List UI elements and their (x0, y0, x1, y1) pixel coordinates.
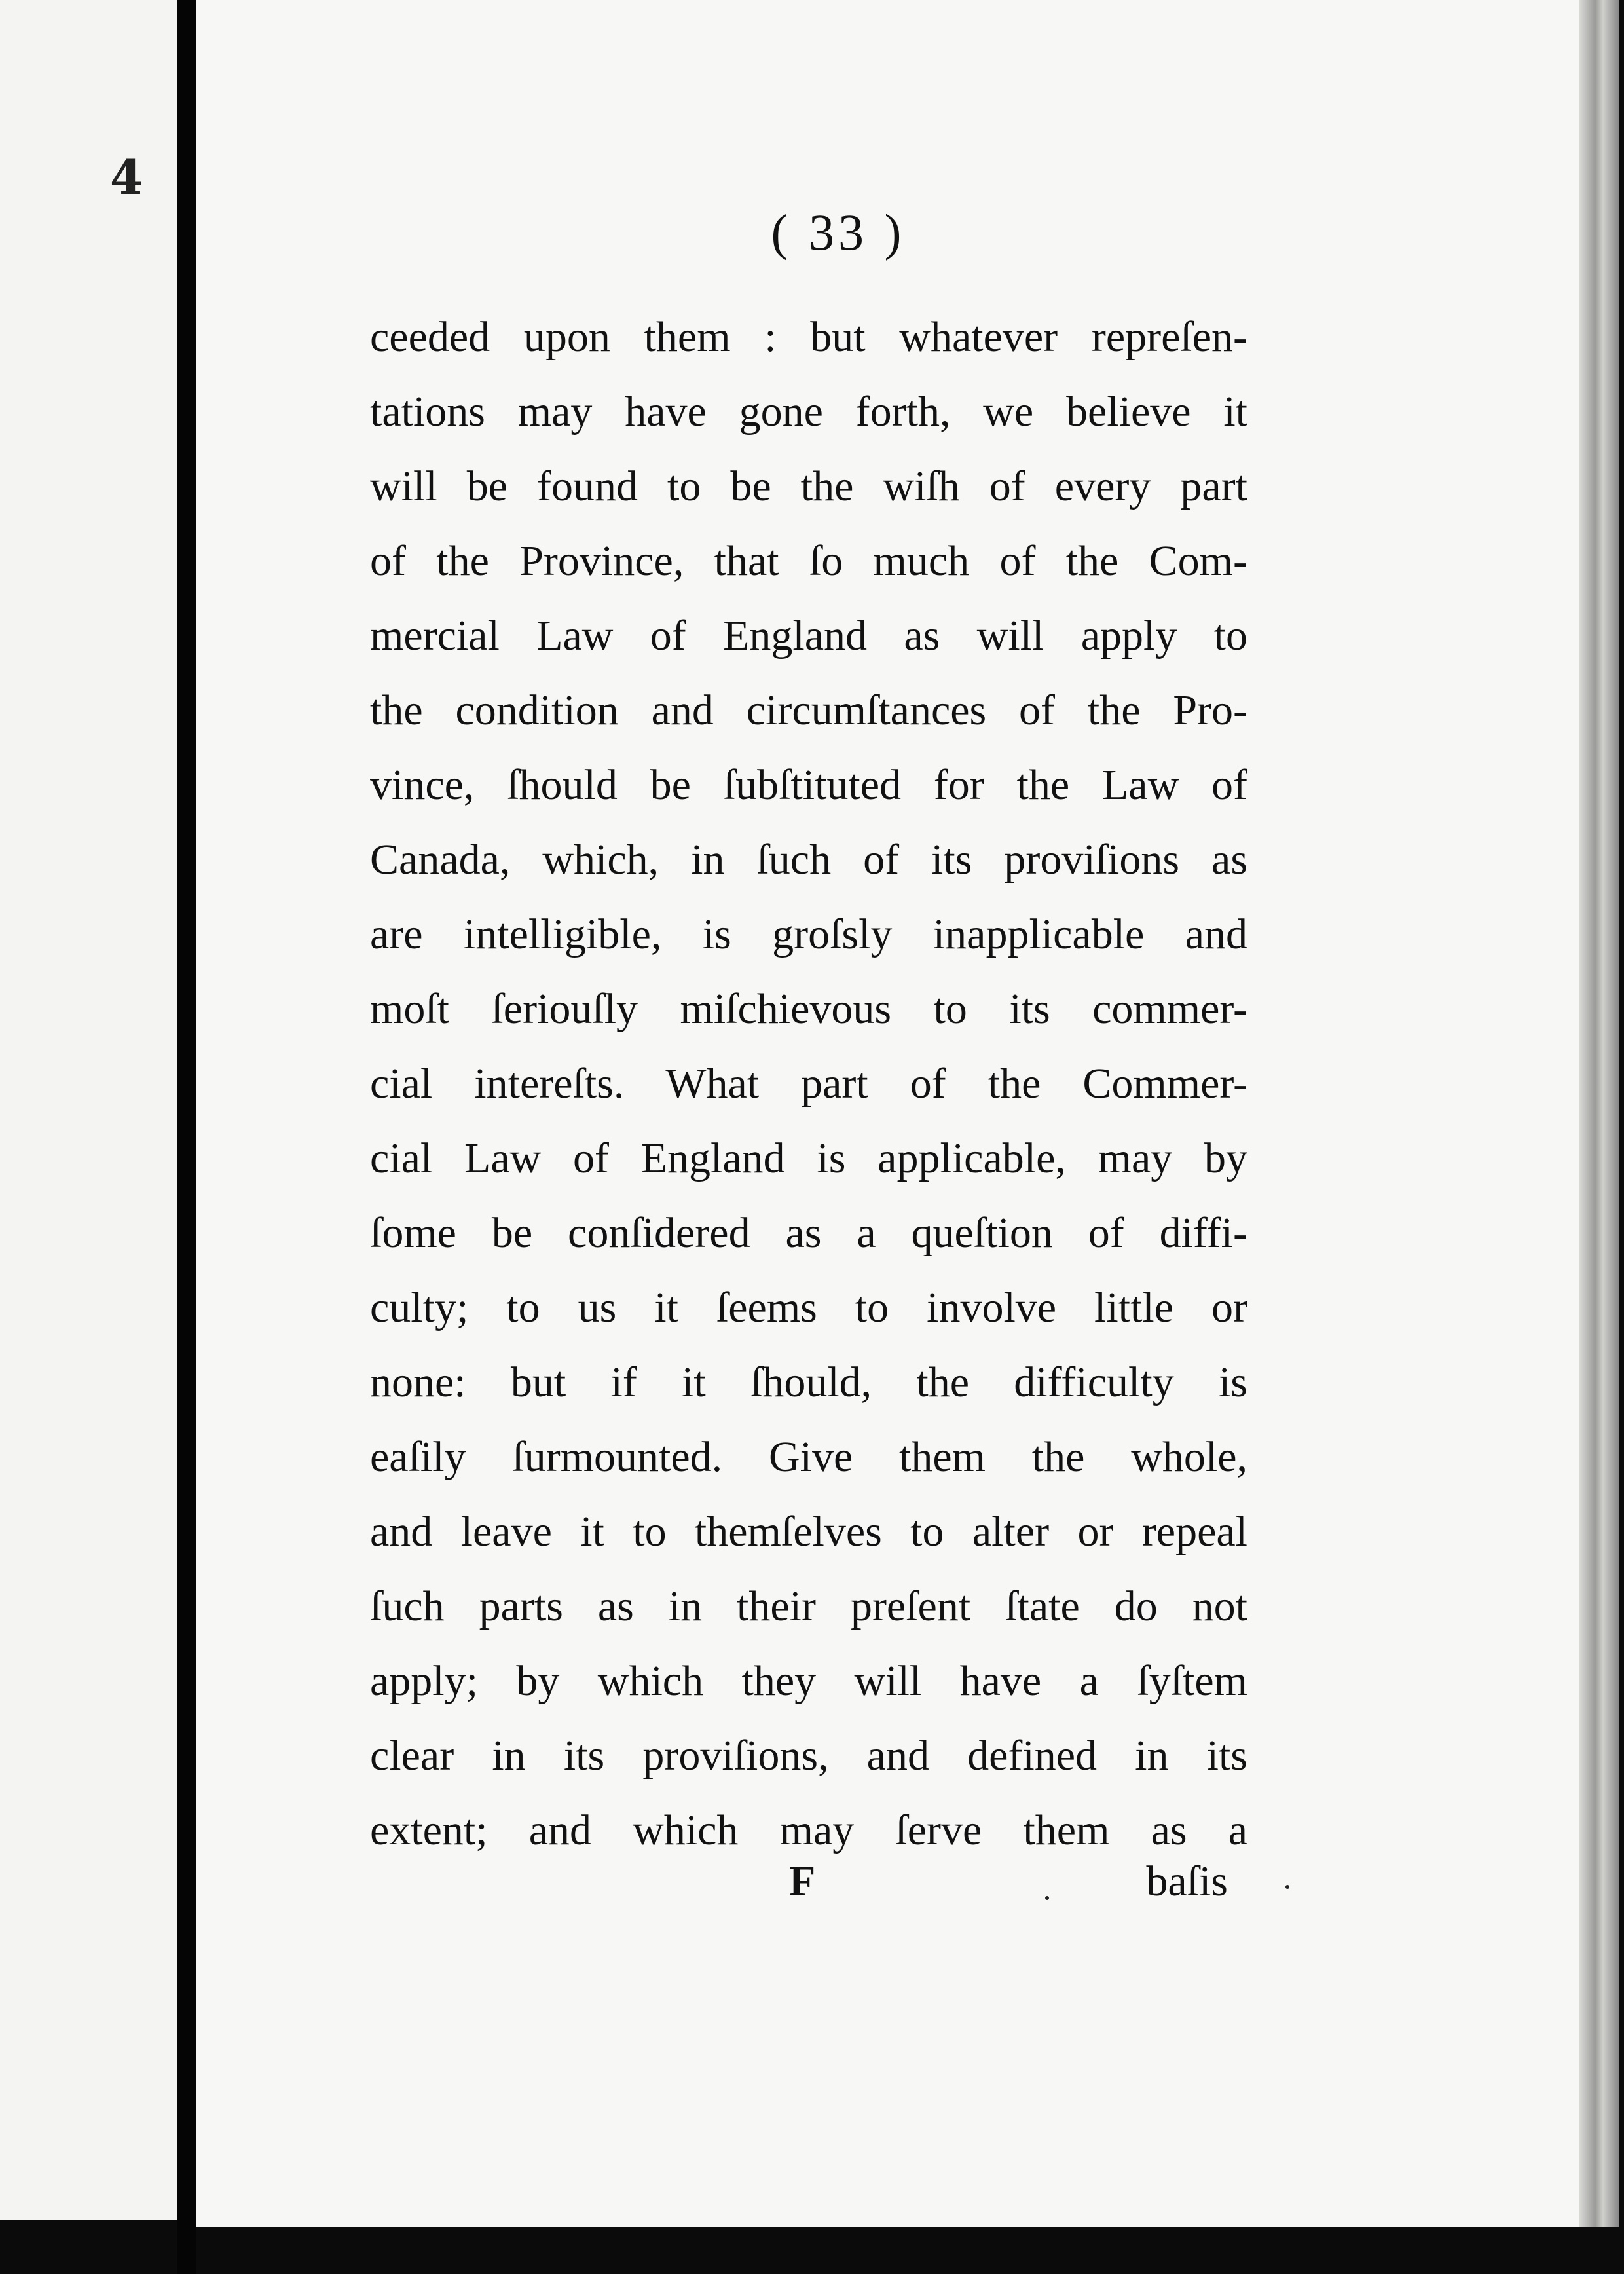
page-number-header: ( 33 ) (771, 204, 906, 261)
page-footer (370, 1857, 1228, 1922)
text-line: tations may have gone forth, we believe it (370, 388, 1247, 436)
ink-speck (1045, 1896, 1049, 1900)
text-line: mercial Law of England as will apply to (370, 612, 1247, 660)
text-line: ceeded upon them : but whatever repreſen- (370, 313, 1247, 361)
page-edge (1579, 0, 1619, 2227)
text-line: none: but if it ſhould, the difficulty is (370, 1358, 1247, 1406)
text-line: the condition and circumſtances of the Pro- (370, 686, 1247, 734)
ink-speck (1285, 1885, 1289, 1889)
text-line: apply; by which they will have a ſyſtem (370, 1657, 1247, 1705)
text-line: ſuch parts as in their preſent ſtate do not (370, 1582, 1247, 1630)
text-line: cial Law of England is applicable, may by (370, 1134, 1247, 1182)
signature-mark: F (789, 1857, 816, 1905)
text-line: eaſily ſurmounted. Give them the whole, (370, 1433, 1247, 1481)
text-line: are intelligible, is groſsly inapplicable and (370, 910, 1247, 958)
text-line: culty; to us it ſeems to involve little or (370, 1284, 1247, 1332)
page-body-text (370, 300, 1247, 1868)
text-line: moſt ſeriouſly miſchievous to its commer- (370, 985, 1247, 1033)
scan-bottom-border (196, 2227, 1624, 2274)
book-gutter (177, 0, 196, 2274)
text-line: of the Province, that ſo much of the Com- (370, 537, 1247, 585)
left-facing-page (0, 0, 177, 2220)
catchword: baſis (1146, 1857, 1228, 1905)
text-line: and leave it to themſelves to alter or repeal (370, 1508, 1247, 1556)
text-line: will be found to be the wiſh of every part (370, 462, 1247, 510)
text-line: vince, ſhould be ſubſtituted for the Law of (370, 761, 1247, 809)
text-line: clear in its proviſions, and defined in its (370, 1732, 1247, 1780)
text-line: ſome be conſidered as a queſtion of diffi- (370, 1209, 1247, 1257)
text-line: extent; and which may ſerve them as a (370, 1806, 1247, 1854)
left-page-mark: 4 (110, 149, 143, 205)
text-line: Canada, which, in ſuch of its proviſions as (370, 836, 1247, 884)
text-line: cial intereſts. What part of the Commer- (370, 1060, 1247, 1108)
